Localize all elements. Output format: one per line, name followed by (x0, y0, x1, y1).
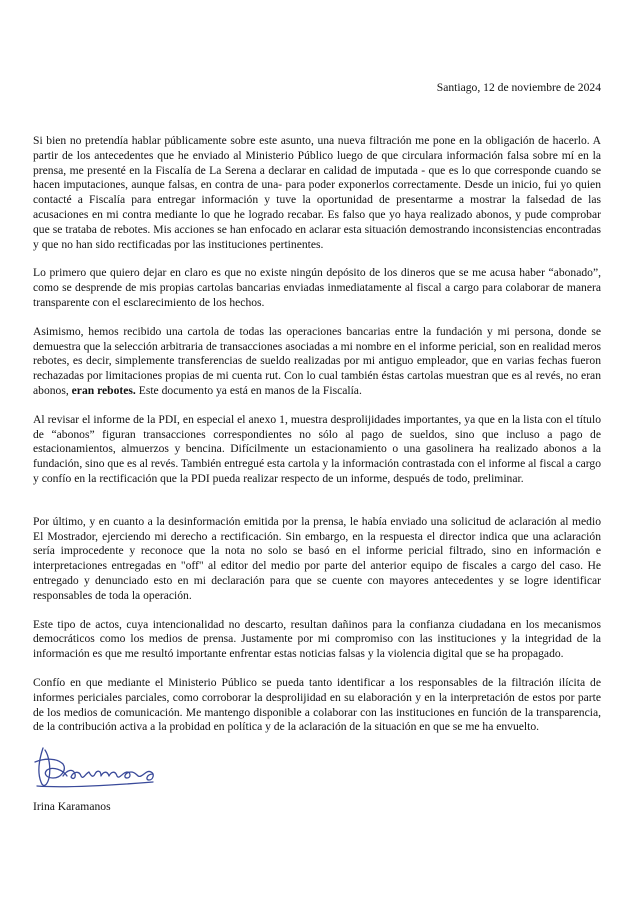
signature-stroke (37, 782, 153, 787)
signer-name: Irina Karamanos (33, 800, 111, 813)
signature-stroke (63, 770, 153, 780)
paragraph-4: Al revisar el informe de la PDI, en especial el anexo 1, muestra desprolijidades importantes, ya que en la lista con el título de “abonos” figuran transacciones correspondientes no sólo al pago de sueldos, sino que incluso a pago de estacionamientos, almuerzos y bencina. Difícilmente un estacionamiento o una gasolinera ha realizado abonos a la fundación, sino que es al revés. También entregué esta cartola y la información contrastada con el informe al fiscal a cargo y confío en la rectificación que la PDI pueda realizar respecto de un informe, después de todo, preliminar. (33, 412, 601, 485)
signature-strokes (35, 748, 153, 787)
paragraph-3 (33, 325, 601, 399)
paragraph-3-bold-phrase: eran rebotes. (71, 383, 136, 397)
paragraph-3-text-after: Este documento ya está en manos de la Fiscalía. (135, 383, 362, 397)
signature-drawing (33, 742, 163, 794)
handwritten-signature-icon (33, 742, 163, 794)
signature-stroke (39, 748, 50, 785)
paragraph-3-text-before: Asimismo, hemos recibido una cartola de todas las operaciones bancarias entre la fundación y mi persona, donde se demuestra que la selección arbitraria de transacciones asociadas a mi nombre en el informe pericial, son en realidad meros rebotes, es decir, simplemente transferencias de sueldo realizadas por mi antiguo empleador, que en varias fechas fueron rechazadas por limitaciones propias de mi cuenta rut. Con lo cual también éstas cartolas muestran que es al revés, no eran abonos, (33, 324, 601, 397)
paragraph-6: Este tipo de actos, cuya intencionalidad no descarto, resultan dañinos para la confianza ciudadana en los mecanismos democráticos como los medios de prensa. Justamente por mi compromiso con las instituciones y la integridad de la información es que me resultó importante enfrentar estas noticias falsas y la violencia digital que se ha propagado. (33, 617, 601, 661)
paragraph-5: Por último, y en cuanto a la desinformación emitida por la prensa, le había enviado una solicitud de aclaración al medio El Mostrador, ejerciendo mi derecho a rectificación. Sin embargo, en la respuesta el director indica que una aclaración sería improcedente y reconoce que la nota no solo se basó en el informe pericial filtrado, sino en información e interpretaciones entregadas en "off" al editor del medio por parte del anterior equipo de fiscales a cargo del caso. He entregado y denunciado esto en mi declaración para que se cuente con mayores antecedentes y se logre identificar responsables de toda la operación. (33, 514, 601, 602)
letter-date: Santiago, 12 de noviembre de 2024 (436, 81, 601, 94)
paragraph-7: Confío en que mediante el Ministerio Público se pueda tanto identificar a los responsables de la filtración ilícita de informes periciales parciales, como corroborar la desprolijidad en su elaboración y en la interpretación de estos por parte de los medios de comunicación. Me mantengo disponible a colaborar con las instituciones en función de la transparencia, de la contribución activa a la probidad en política y de la aclaración de la situación en que se me ha envuelto. (33, 675, 601, 734)
letter-body (33, 134, 601, 749)
paragraph-1: Si bien no pretendía hablar públicamente sobre este asunto, una nueva filtración me pone en la obligación de hacerlo. A partir de los antecedentes que he enviado al Ministerio Público luego de que circulara información falsa sobre mí en la prensa, me presenté en la Fiscalía de La Serena a declarar en calidad de imputada - que es lo que corresponde cuando se hacen imputaciones, aunque falsas, en contra de una- para poder exponerlos correctamente. Desde un inicio, fui yo quien contacté a Fiscalía para entregar información y tuve la oportunidad de presentarme a mostrar la falsedad de las acusaciones en mi contra mediante lo que he logrado recabar. Es falso que yo haya realizado abonos, y pude comprobar que se trataba de rebotes. Mis acciones se han enfocado en aclarar esta situación demostrando inconsistencias encontradas y que no han sido rectificadas por las instituciones pertinentes. (33, 134, 601, 251)
paragraph-2: Lo primero que quiero dejar en claro es que no existe ningún depósito de los dineros que se me acusa haber “abonado”, como se desprende de mis propias cartolas bancarias enviadas inmediatamente al fiscal a cargo para colaborar de manera transparente con el esclarecimiento de los hechos. (33, 266, 601, 309)
